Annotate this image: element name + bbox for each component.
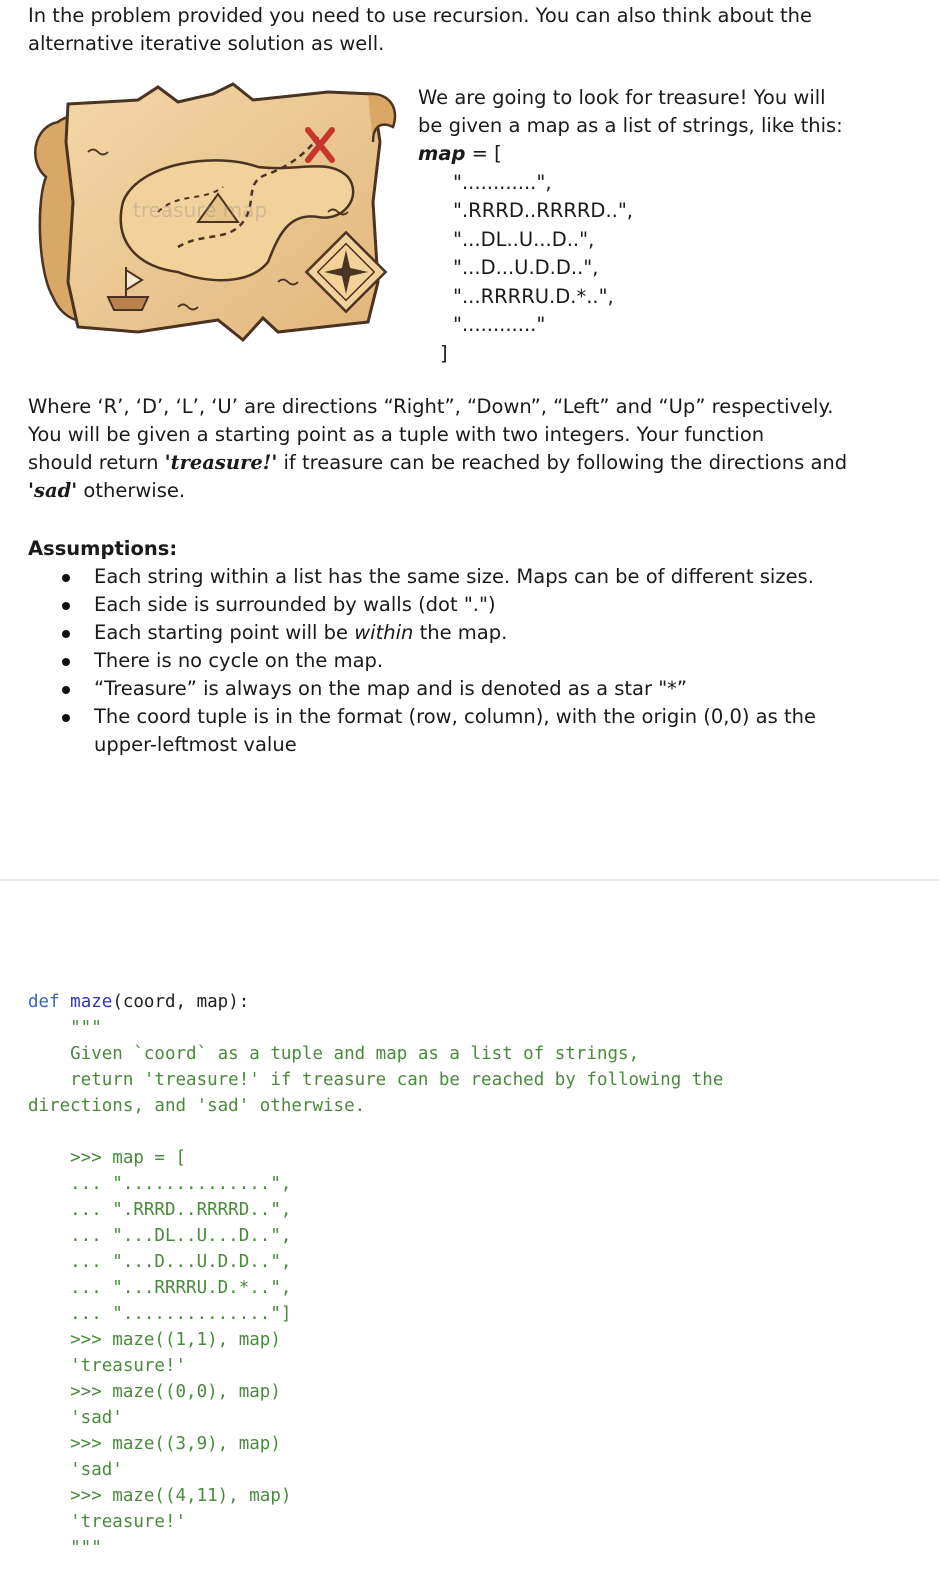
map-row: "............", bbox=[453, 170, 552, 194]
doctest-line: >>> map = [ bbox=[28, 1148, 187, 1168]
right-line-2: be given a map as a list of strings, like this: bbox=[418, 114, 843, 137]
item-text: “Treasure” is always on the map and is denoted as a star "*” bbox=[94, 677, 688, 700]
doctest-line: ... "..............", bbox=[28, 1174, 292, 1194]
intro-paragraph bbox=[28, 2, 908, 58]
bullet-icon bbox=[62, 602, 70, 610]
assumptions-title: Assumptions: bbox=[28, 537, 178, 560]
desc-line-4 bbox=[28, 477, 908, 505]
bullet-icon bbox=[62, 574, 70, 582]
bullet-icon bbox=[62, 686, 70, 694]
list-item bbox=[28, 619, 928, 647]
desc-line-3 bbox=[28, 449, 908, 477]
docstring-open: """ bbox=[28, 1018, 102, 1038]
code-def-line bbox=[28, 989, 928, 1015]
map-row: "............" bbox=[453, 313, 546, 336]
doctest-line: 'treasure!' bbox=[28, 1356, 187, 1376]
list-item bbox=[28, 675, 928, 703]
function-signature: (coord, map): bbox=[112, 992, 250, 1012]
assumptions-list bbox=[28, 563, 928, 759]
map-row: "...RRRRU.D.*..", bbox=[453, 284, 614, 308]
bullet-icon bbox=[62, 714, 70, 722]
desc-line-1: Where ‘R’, ‘D’, ‘L’, ‘U’ are directions “Right”, “Down”, “Left” and “Up” respectively. bbox=[28, 395, 834, 418]
doctest-line: >>> maze((4,11), map) bbox=[28, 1486, 292, 1506]
item-emphasis: within bbox=[354, 621, 414, 644]
item-text: The coord tuple is in the format (row, column), with the origin (0,0) as the bbox=[94, 705, 816, 728]
map-declaration bbox=[418, 140, 918, 169]
desc-text: otherwise. bbox=[77, 479, 186, 502]
map-close: ] bbox=[440, 341, 448, 365]
item-text: Each side is surrounded by walls (dot ".") bbox=[94, 593, 496, 616]
list-item bbox=[28, 591, 928, 619]
doctest-line: 'treasure!' bbox=[28, 1512, 187, 1532]
item-text: Each starting point will be bbox=[94, 621, 355, 644]
doctest-line: 'sad' bbox=[28, 1408, 123, 1428]
item-text: upper-leftmost value bbox=[94, 733, 297, 756]
map-open: = [ bbox=[465, 142, 502, 165]
desc-line-2: You will be given a starting point as a tuple with two integers. Your function bbox=[28, 423, 765, 446]
def-keyword: def bbox=[28, 992, 60, 1012]
right-line-1: We are going to look for treasure! You will bbox=[418, 86, 826, 109]
doctest-line: 'sad' bbox=[28, 1460, 123, 1480]
sad-literal: 'sad' bbox=[28, 479, 78, 502]
doctest-line: >>> maze((0,0), map) bbox=[28, 1382, 281, 1402]
map-watermark: treasure map bbox=[133, 198, 268, 222]
item-text: There is no cycle on the map. bbox=[94, 649, 384, 672]
bullet-icon bbox=[62, 630, 70, 638]
desc-text: if treasure can be reached by following the directions and bbox=[277, 451, 848, 474]
doctest-line: ... ".RRRD..RRRRD..", bbox=[28, 1200, 292, 1220]
doctest-line: >>> maze((1,1), map) bbox=[28, 1330, 281, 1350]
intro-line-1: In the problem provided you need to use recursion. You can also think about the bbox=[28, 4, 813, 27]
doctest-line: >>> maze((3,9), map) bbox=[28, 1434, 281, 1454]
code-block bbox=[28, 989, 928, 1561]
treasure-map-image bbox=[28, 82, 398, 344]
section-divider bbox=[0, 879, 940, 881]
docstring-close: """ bbox=[28, 1538, 102, 1558]
blank-line bbox=[28, 1119, 928, 1145]
map-row: ".RRRD..RRRRD..", bbox=[453, 199, 634, 222]
list-item bbox=[28, 703, 928, 759]
bullet-icon bbox=[62, 658, 70, 666]
doctest-line: ... "...RRRRU.D.*..", bbox=[28, 1278, 292, 1298]
list-item bbox=[28, 647, 928, 675]
function-name: maze bbox=[70, 992, 113, 1012]
intro-line-2: alternative iterative solution as well. bbox=[28, 32, 385, 55]
doctest-line: ... ".............."] bbox=[28, 1304, 292, 1324]
docstring-line: Given `coord` as a tuple and map as a list of strings, bbox=[28, 1044, 640, 1064]
map-var: map bbox=[418, 142, 466, 165]
desc-text: should return bbox=[28, 451, 165, 474]
map-example bbox=[418, 84, 918, 368]
map-row: "...DL..U...D..", bbox=[453, 227, 595, 251]
docstring-line: directions, and 'sad' otherwise. bbox=[28, 1096, 366, 1116]
docstring-line: return 'treasure!' if treasure can be reached by following the bbox=[28, 1070, 724, 1090]
description bbox=[28, 393, 908, 505]
doctest-line: ... "...D...U.D.D..", bbox=[28, 1252, 292, 1272]
item-text: the map. bbox=[413, 621, 508, 644]
doctest-line: ... "...DL..U...D..", bbox=[28, 1226, 292, 1246]
map-row: "...D...U.D.D..", bbox=[453, 256, 599, 279]
item-text: Each string within a list has the same size. Maps can be of different sizes. bbox=[94, 565, 814, 588]
assumptions-section bbox=[28, 535, 928, 759]
treasure-literal: 'treasure!' bbox=[164, 451, 278, 474]
list-item bbox=[28, 563, 928, 591]
